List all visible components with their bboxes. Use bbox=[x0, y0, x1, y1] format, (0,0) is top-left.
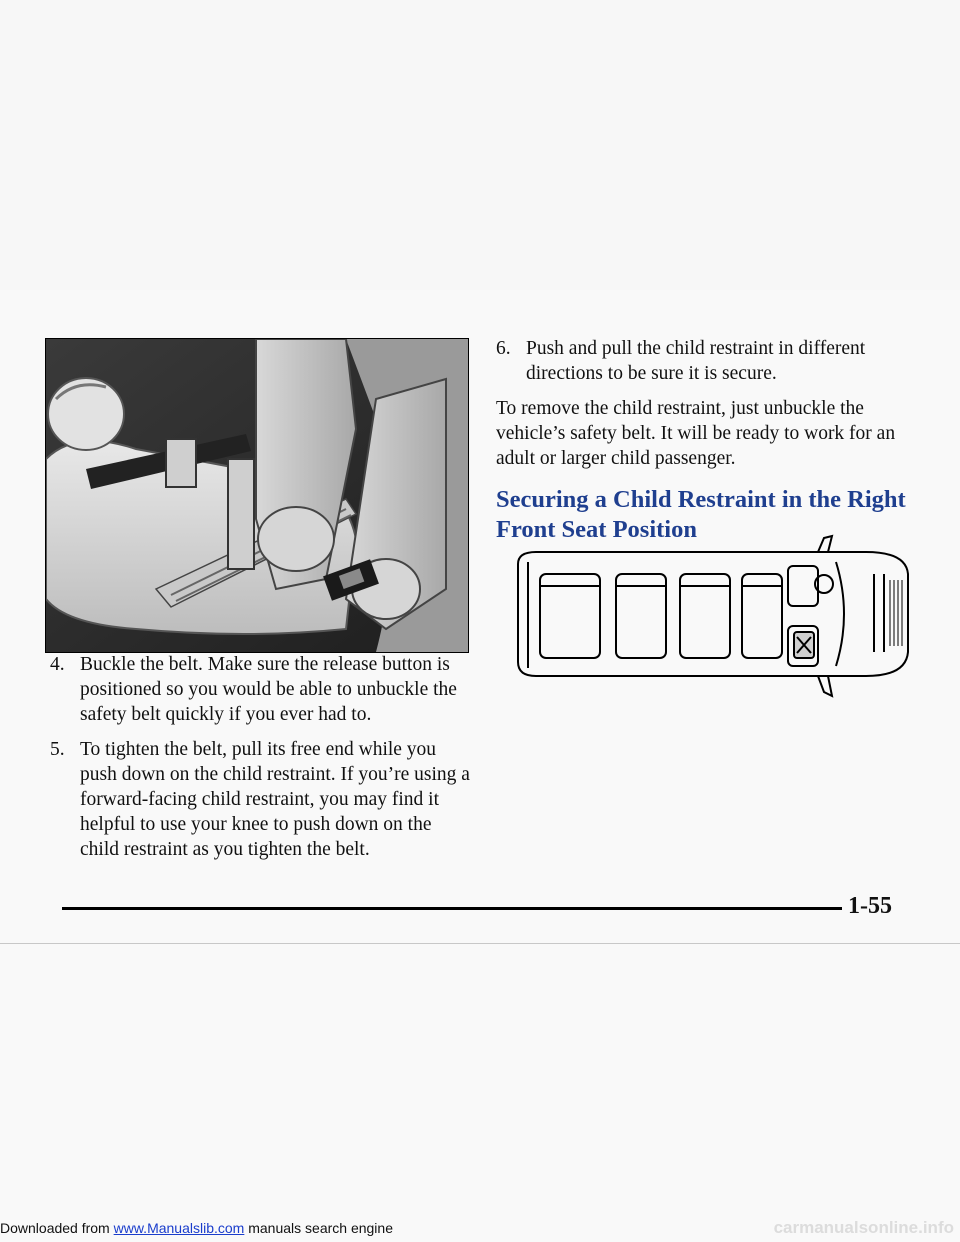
credit-suffix: manuals search engine bbox=[244, 1220, 393, 1236]
watermark: carmanualsonline.info bbox=[773, 1218, 954, 1237]
manualslib-link[interactable]: www.Manualslib.com bbox=[113, 1220, 245, 1236]
page-footer bbox=[0, 990, 960, 1242]
step-number: 6. bbox=[496, 338, 511, 359]
steps-list-left bbox=[50, 652, 470, 872]
step-number: 5. bbox=[50, 739, 65, 760]
page-top-margin bbox=[0, 0, 960, 290]
right-column bbox=[496, 336, 926, 545]
section-heading: Securing a Child Restraint in the Right Front Seat Position bbox=[496, 486, 906, 543]
step-text: Push and pull the child restraint in different directions to be sure it is secure. bbox=[526, 338, 866, 384]
child-restraint-illustration bbox=[45, 338, 469, 653]
download-credit bbox=[0, 1220, 393, 1236]
page-number: 1-55 bbox=[848, 893, 892, 919]
step-number: 4. bbox=[50, 654, 65, 675]
step-text: Buckle the belt. Make sure the release button is positioned so you would be able to unbuckle the safety belt quickly if you ever had to. bbox=[80, 654, 457, 725]
page-divider bbox=[62, 907, 842, 910]
step-text: To tighten the belt, pull its free end while you push down on the child restraint. If you’re using a forward-facing child restraint, you may find it helpful to use your knee to push down on the child restraint as you tighten the belt. bbox=[80, 739, 470, 860]
step-4 bbox=[50, 652, 470, 727]
step-6 bbox=[496, 336, 926, 386]
step-5 bbox=[50, 737, 470, 862]
scan-edge-line bbox=[0, 943, 960, 944]
van-seating-diagram bbox=[506, 534, 916, 710]
body-paragraph: To remove the child restraint, just unbuckle the vehicle’s safety belt. It will be ready to work for an adult or larger child passenger. bbox=[496, 398, 896, 469]
credit-prefix: Downloaded from bbox=[0, 1220, 114, 1236]
